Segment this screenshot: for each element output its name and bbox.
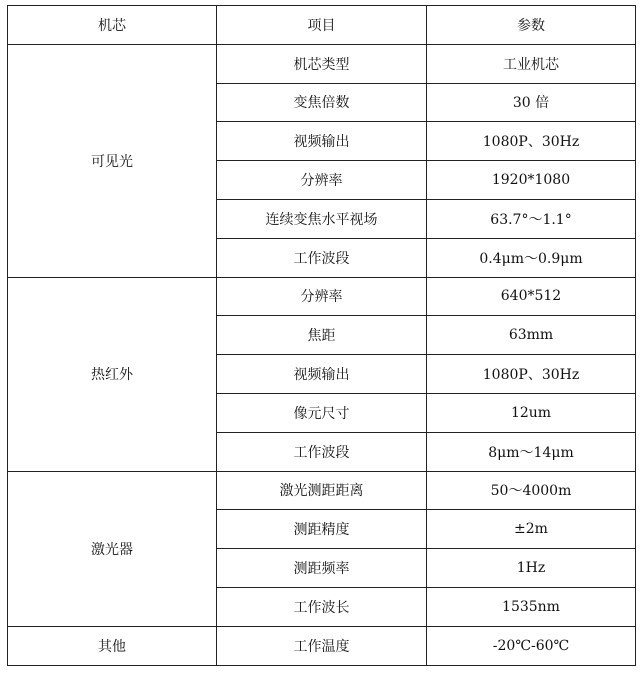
- item-cell: 焦距: [217, 316, 427, 355]
- item-cell: 机芯类型: [217, 44, 427, 83]
- table-row: [8, 626, 636, 665]
- item-cell: 工作波段: [217, 432, 427, 471]
- header-row: [8, 6, 636, 45]
- value-cell: 1535nm: [427, 587, 636, 626]
- value-cell: 50～4000m: [427, 471, 636, 510]
- table-row: [8, 471, 636, 510]
- item-cell: 变焦倍数: [217, 83, 427, 122]
- value-cell: 63mm: [427, 316, 636, 355]
- value-cell: 1080P、30Hz: [427, 355, 636, 394]
- header-item: 项目: [217, 6, 427, 45]
- table-row: [8, 44, 636, 83]
- value-cell: -20℃-60℃: [427, 626, 636, 665]
- value-cell: 8μm～14μm: [427, 432, 636, 471]
- module-name-cell: 激光器: [8, 471, 217, 626]
- item-cell: 连续变焦水平视场: [217, 199, 427, 238]
- module-name-cell: 其他: [8, 626, 217, 665]
- item-cell: 视频输出: [217, 122, 427, 161]
- value-cell: 12um: [427, 393, 636, 432]
- header-module: 机芯: [8, 6, 217, 45]
- value-cell: 640*512: [427, 277, 636, 316]
- item-cell: 工作温度: [217, 626, 427, 665]
- table-row: [8, 277, 636, 316]
- item-cell: 分辨率: [217, 161, 427, 200]
- module-name-cell: 热红外: [8, 277, 217, 471]
- item-cell: 视频输出: [217, 355, 427, 394]
- value-cell: 工业机芯: [427, 44, 636, 83]
- module-name-cell: 可见光: [8, 44, 217, 277]
- value-cell: 0.4μm～0.9μm: [427, 238, 636, 277]
- item-cell: 工作波长: [217, 587, 427, 626]
- item-cell: 测距频率: [217, 549, 427, 588]
- item-cell: 分辨率: [217, 277, 427, 316]
- item-cell: 测距精度: [217, 510, 427, 549]
- value-cell: 1Hz: [427, 549, 636, 588]
- item-cell: 激光测距距离: [217, 471, 427, 510]
- header-value: 参数: [427, 6, 636, 45]
- value-cell: 1080P、30Hz: [427, 122, 636, 161]
- item-cell: 工作波段: [217, 238, 427, 277]
- spec-body: [8, 44, 636, 665]
- value-cell: 1920*1080: [427, 161, 636, 200]
- item-cell: 像元尺寸: [217, 393, 427, 432]
- value-cell: 30 倍: [427, 83, 636, 122]
- spec-table: [7, 5, 636, 666]
- value-cell: 63.7°～1.1°: [427, 199, 636, 238]
- value-cell: ±2m: [427, 510, 636, 549]
